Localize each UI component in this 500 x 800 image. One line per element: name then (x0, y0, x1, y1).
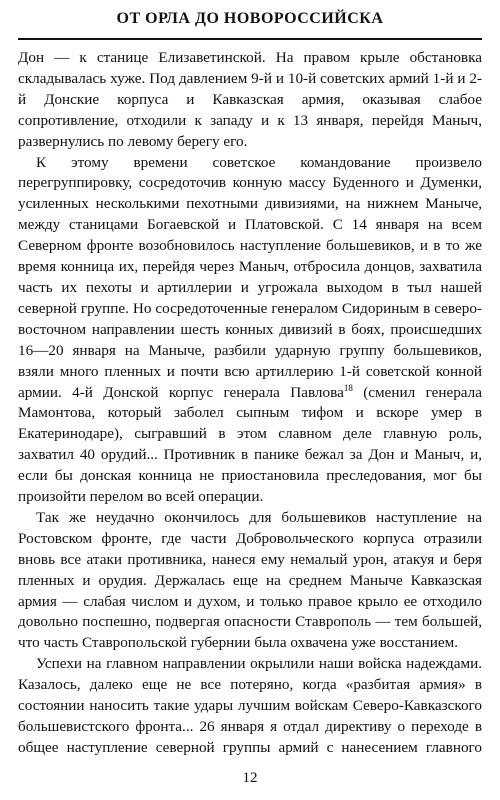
paragraph (18, 654, 482, 760)
footnote-ref: 18 (343, 382, 353, 393)
paragraph (18, 153, 482, 508)
paragraph-text: Дон — к станице Елизаветинской. На правом крыле обстановка складывалась хуже. Под давлением 9-й и 10-й советских армий 1-й и 2-й Донские корпуса и Кавказская армия, оказывая слабое сопротивление, отходили к западу и к 13 января, перейдя Маныч, развернулись по левому берегу его. (18, 49, 482, 150)
paragraph-text: К этому времени советское командование произвело перегруппировку, сосредоточив конную массу Буденного и Думенки, усиленных несколькими пехотными дивизиями, на нижнем Маныче, между станицами Богаевской и Платовской. С 14 января на всем Северном фронте возобновилось наступление большевиков, и в то же время конница их, перейдя через Маныч, отбросила донцов, захватила часть их пехоты и артиллерии и угрожала выходом в тыл нашей северной группе. Но сосредоточенные генералом Сидориным в северо-восточном направлении шесть конных дивизий в боях, происшедших 16—20 января на Маныче, разбили ударную группу большевиков, взяли много пленных и почти всю артиллерию 1-й советской конной армии. 4-й Донской корпус генерала Павлова (18, 153, 482, 401)
page-number: 12 (242, 770, 258, 786)
paragraph-text: Успехи на главном направлении окрылили наши войска надеждами. Казалось, далеко еще не все потеряно, когда «разбитая армия» в состоянии наносить такие удары лучшим войскам Северо-Кавказского большевистского фронта... 26 января я отдал директиву о переходе в общее наступление северной группы армий с нанесением главного (18, 655, 482, 756)
header-rule (18, 38, 482, 40)
body-text (18, 48, 482, 760)
paragraph-text-continued: (сменил генерала Мамонтова, который заболел сыпным тифом и вскоре умер в Екатеринодаре), сыгравший в этом славном деле главную роль, захватил 40 орудий... Противник в панике бежал за Дон и Маныч, и, если бы донская конница не приостановила преследования, мог бы произойти перелом во всей операции. (18, 383, 482, 506)
paragraph-text: Так же неудачно окончилось для большевиков наступление на Ростовском фронте, где части Добровольческого корпуса отразили вновь все атаки противника, нанеся ему немалый урон, атакуя и беря пленных и орудия. Держалась еще на среднем Маныче Кавказская армия — слабая числом и духом, и только правое крыло ее отходило довольно поспешно, подвергая опасности Ставрополь — тем большей, что часть Ставропольской губернии была охвачена уже восстанием. (18, 508, 482, 652)
paragraph (18, 48, 482, 153)
paragraph (18, 508, 482, 654)
running-head: ОТ ОРЛА ДО НОВОРОССИЙСКА (116, 10, 384, 27)
